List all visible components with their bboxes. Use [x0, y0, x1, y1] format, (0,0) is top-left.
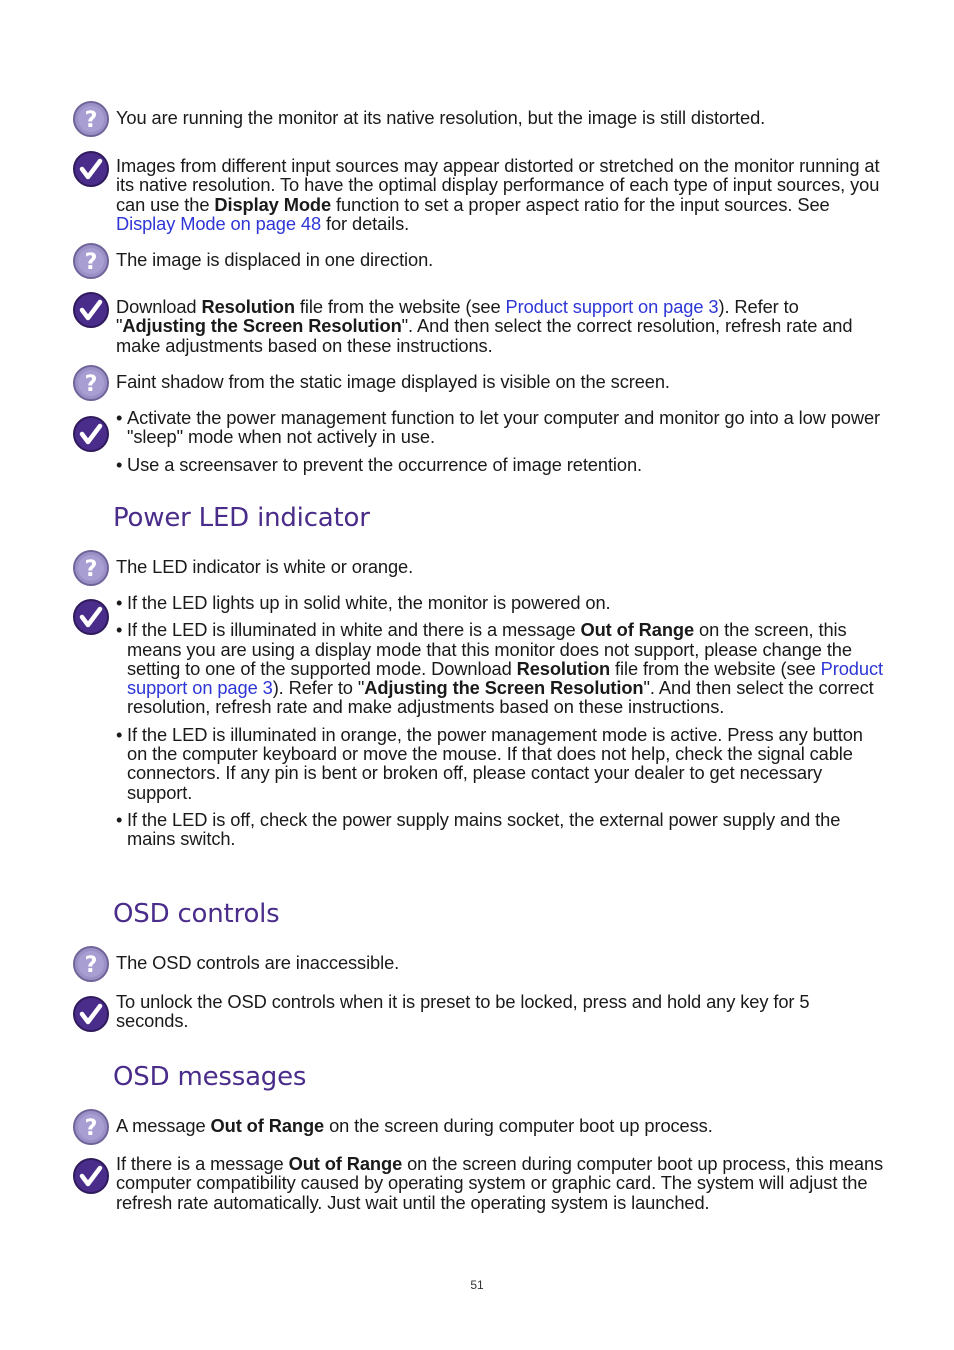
answer-segment: If there is a message [116, 1153, 289, 1174]
question-segment: on the screen during computer boot up process. [324, 1115, 713, 1136]
display-mode-link[interactable]: Display Mode on page 48 [116, 212, 322, 234]
bullet-bold-term: Adjusting the Screen Resolution [364, 677, 644, 699]
bullet-item: • If the LED is off, check the power supply mains socket, the external power supply and the mains switch. [116, 810, 886, 849]
bullet-item: • If the LED lights up in solid white, the monitor is powered on. [116, 593, 886, 612]
answer-bullet-list [116, 593, 886, 857]
product-support-link[interactable]: Product support on page 3 [505, 296, 719, 317]
answer-text [116, 156, 886, 233]
answer-row [72, 991, 887, 1045]
answer-row [72, 1153, 887, 1227]
checkmark-icon [72, 415, 110, 453]
answer-segment: Images from different input sources may appear distorted or stretched on the monitor running at its native resolution. To have the optimal display performance of each type of input sources, you can use the [116, 155, 880, 215]
question-text: You are running the monitor at its native resolution, but the image is still distorted. [116, 107, 766, 128]
section-heading: OSD messages [113, 1062, 307, 1092]
bullet-item: • Use a screensaver to prevent the occurrence of image retention. [116, 455, 886, 474]
bullet-segment: ). Refer to " [272, 677, 365, 699]
bullet-bold-term: Resolution [516, 657, 611, 679]
question-icon [72, 242, 110, 280]
svg-text:?: ? [84, 250, 98, 275]
answer-segment: file from the website (see [294, 296, 506, 317]
answer-row [72, 407, 887, 483]
answer-bullet-list [116, 408, 886, 482]
answer-row [72, 150, 887, 234]
svg-text:?: ? [84, 108, 98, 133]
question-row [72, 1108, 887, 1148]
section-heading: OSD controls [113, 899, 280, 929]
question-icon [72, 364, 110, 402]
bullet-segment: file from the website (see [610, 657, 821, 679]
question-icon [72, 549, 110, 587]
answer-segment: function to set a proper aspect ratio for the input sources. See [331, 193, 830, 215]
answer-segment: Download [116, 296, 202, 317]
section-heading: Power LED indicator [113, 503, 370, 533]
answer-segment: on the screen during computer boot up process, this means computer compatibility caused by operating system or graphic card. The system will adjust the refresh rate automatically. Just wait until the operating system is launched. [116, 1153, 884, 1213]
answer-row [72, 291, 887, 356]
checkmark-icon [72, 291, 110, 329]
bullet-item [116, 620, 886, 716]
bullet-item: • Activate the power management function to let your computer and monitor go into a low power "sleep" mode when not actively in use. [116, 408, 886, 447]
question-text: Faint shadow from the static image displayed is visible on the screen. [116, 371, 670, 392]
bullet-item: • If the LED is illuminated in orange, the power management mode is active. Press any button on the computer keyboard or move the mouse. If that does not help, check the signal cable connectors. If any pin is bent or broken off, please contact your dealer to get necessary support. [116, 725, 886, 802]
svg-text:?: ? [84, 1116, 98, 1141]
checkmark-icon [72, 598, 110, 636]
question-row [72, 100, 887, 140]
answer-bold-term: Resolution [201, 296, 295, 317]
answer-segment: for details. [321, 212, 410, 234]
svg-text:?: ? [84, 557, 98, 582]
bullet-segment: on the screen, this means you are using a display mode that this monitor does not support, please change the setting to one of the supported mode. Download [127, 619, 852, 679]
bullet-bold-term: Out of Range [580, 619, 695, 641]
page-number: 51 [470, 1278, 484, 1292]
question-icon [72, 1108, 110, 1146]
answer-text [116, 1154, 886, 1212]
question-icon [72, 945, 110, 983]
question-icon [72, 100, 110, 138]
question-bold-term: Out of Range [210, 1115, 325, 1136]
checkmark-icon [72, 995, 110, 1033]
answer-text: To unlock the OSD controls when it is preset to be locked, press and hold any key for 5 seconds. [116, 991, 810, 1032]
product-support-link[interactable]: Product support on page 3 [127, 657, 883, 699]
bullet-segment: If the LED is illuminated in white and there is a message [127, 619, 581, 641]
question-text [116, 1116, 886, 1135]
question-text: The OSD controls are inaccessible. [116, 952, 400, 973]
question-row [72, 242, 887, 282]
question-text: The image is displaced in one direction. [116, 249, 434, 270]
answer-text [116, 297, 886, 355]
svg-text:?: ? [84, 953, 98, 978]
question-row [72, 549, 887, 589]
answer-row [72, 592, 887, 868]
answer-bold-term: Out of Range [288, 1153, 403, 1174]
question-row [72, 364, 887, 404]
answer-segment: ). Refer to " [116, 296, 799, 337]
question-row [72, 945, 887, 985]
bullet-segment: ". And then select the correct resolution, refresh rate and make adjustments based on these instructions. [127, 677, 874, 718]
answer-bold-term: Display Mode [214, 193, 332, 215]
answer-segment: ". And then select the correct resolution, refresh rate and make adjustments based on these instructions. [116, 315, 853, 356]
svg-text:?: ? [84, 372, 98, 397]
question-segment: A message [116, 1115, 211, 1136]
question-text: The LED indicator is white or orange. [116, 556, 414, 577]
checkmark-icon [72, 150, 110, 188]
answer-bold-term: Adjusting the Screen Resolution [122, 315, 402, 337]
checkmark-icon [72, 1157, 110, 1195]
